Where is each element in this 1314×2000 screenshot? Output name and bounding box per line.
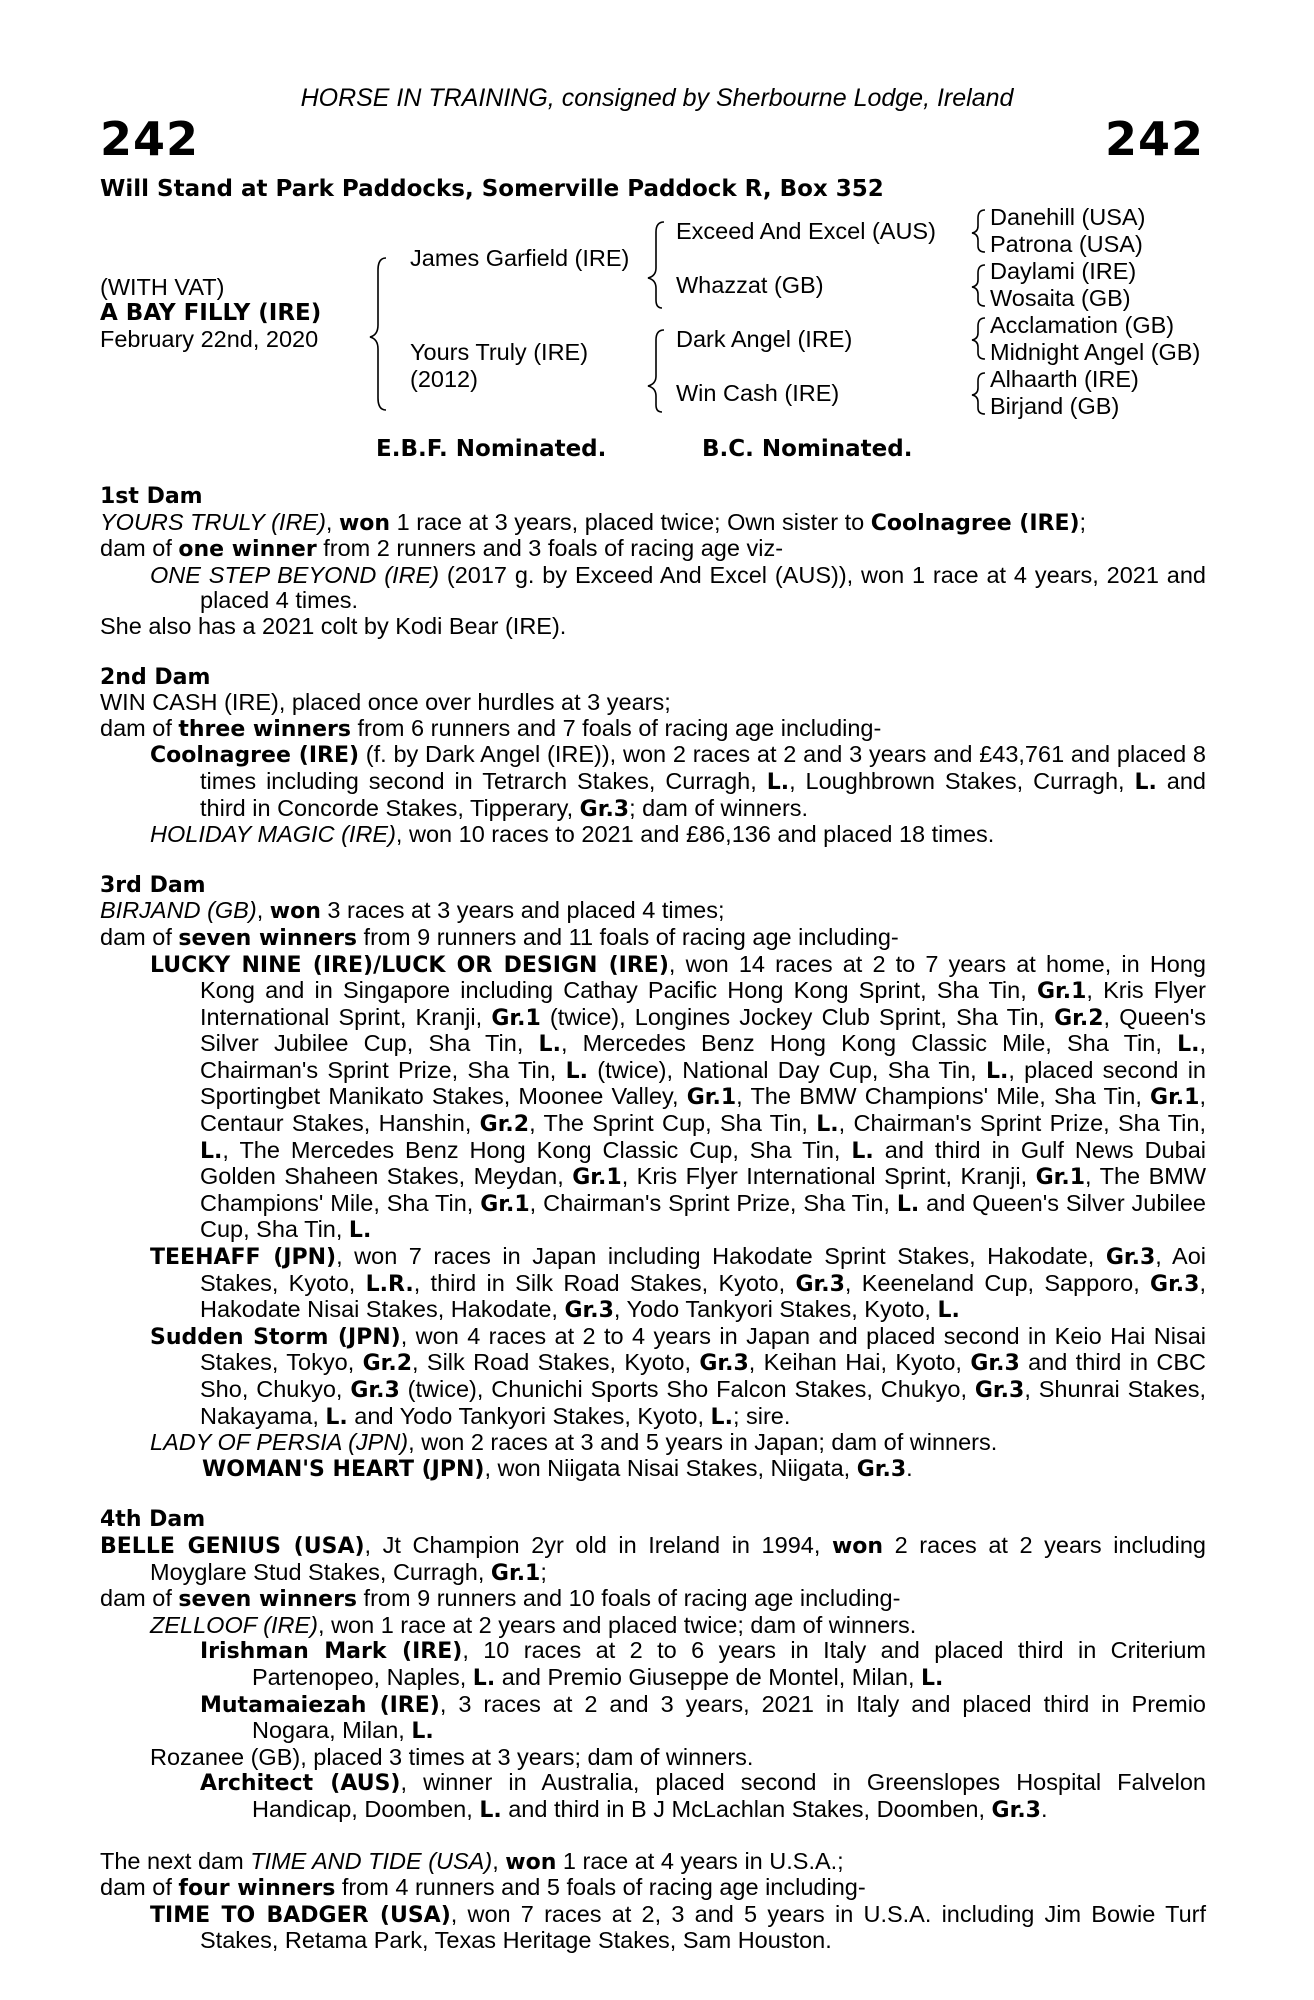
ddd-name: Birjand (GB)	[990, 393, 1120, 419]
fourth-dam-produce-line: dam of seven winners from 9 runners and 10 foals of racing age including-	[100, 1585, 901, 1613]
bc-nominated: B.C. Nominated.	[702, 436, 913, 462]
ebf-nominated: E.B.F. Nominated.	[376, 436, 607, 462]
lot-number-left: 242	[100, 112, 200, 166]
produce-coolnagree: Coolnagree (IRE) (f. by Dark Angel (IRE)), won 2 races at 2 and 3 years and £43,761 and placed 8 times including second in Tetrarch Stakes, Curragh, L., Loughbrown Stakes, Curragh, L. and third in Concorde Stakes, Tipperary, Gr.3; dam of winners.	[150, 741, 1206, 822]
produce-sudden-storm: Sudden Storm (JPN), won 4 races at 2 to 4 years in Japan and placed second in Keio Hai Nisai Stakes, Tokyo, Gr.2, Silk Road Stakes, Kyoto, Gr.3, Keihan Hai, Kyoto, Gr.3 and third in CBC Sho, Chukyo, Gr.3 (twice), Chunichi Sports Sho Falcon Stakes, Chukyo, Gr.3, Shunrai Stakes, Nakayama, L. and Yodo Tankyori Stakes, Kyoto, L.; sire.	[150, 1322, 1207, 1430]
sdd-name: Wosaita (GB)	[990, 285, 1131, 311]
produce-zelloof: ZELLOOF (IRE), won 1 race at 2 years and placed twice; dam of winners.	[150, 1611, 917, 1638]
third-dam-heading: 3rd Dam	[100, 872, 206, 898]
third-dam-produce-line: dam of seven winners from 9 runners and 11 foals of racing age including-	[100, 923, 899, 951]
produce-one-step-beyond: ONE STEP BEYOND (IRE) (2017 g. by Exceed And Excel (AUS)), won 1 race at 4 years, 2021 and placed 4 times.	[150, 561, 1206, 614]
dam-sire: Dark Angel (IRE)	[676, 326, 853, 352]
produce-architect: Architect (AUS), winner in Australia, placed second in Greenslopes Hospital Falvelon Handicap, Doomben, L. and third in B J McLachlan Stakes, Doomben, Gr.3.	[200, 1769, 1206, 1823]
produce-rozanee: Rozanee (GB), placed 3 times at 3 years; dam of winners.	[150, 1743, 754, 1770]
sire-dam: Whazzat (GB)	[676, 272, 824, 298]
dam-name: Yours Truly (IRE)	[410, 339, 589, 365]
lot-number-right: 242	[1104, 112, 1204, 166]
dds-name: Alhaarth (IRE)	[990, 366, 1139, 392]
produce-mutamaiezah: Mutamaiezah (IRE), 3 races at 2 and 3 years, 2021 in Italy and placed third in Premio Nogara, Milan, L.	[200, 1690, 1206, 1745]
produce-lucky-nine: LUCKY NINE (IRE)/LUCK OR DESIGN (IRE), won 14 races at 2 to 7 years at home, in Hong Kong and in Singapore including Cathay Pacific Hong Kong Sprint, Sha Tin, Gr.1, Kris Flyer International Sprint, Kranji, Gr.1 (twice), Longines Jockey Club Sprint, Sha Tin, Gr.2, Queen's Silver Jubilee Cup, Sha Tin, L., Mercedes Benz Hong Kong Classic Mile, Sha Tin, L., Chairman's Sprint Prize, Sha Tin, L. (twice), National Day Cup, Sha Tin, L., placed second in Sportingbet Manikato Stakes, Moonee Valley, Gr.1, The BMW Champions' Mile, Sha Tin, Gr.1, Centaur Stakes, Hanshin, Gr.2, The Sprint Cup, Sha Tin, L., Chairman's Sprint Prize, Sha Tin, L., The Mercedes Benz Hong Kong Classic Cup, Sha Tin, L. and third in Gulf News Dubai Golden Shaheen Stakes, Meydan, Gr.1, Kris Flyer International Sprint, Kranji, Gr.1, The BMW Champions' Mile, Sha Tin, Gr.1, Chairman's Sprint Prize, Sha Tin, L. and Queen's Silver Jubilee Cup, Sha Tin, L.	[150, 950, 1207, 1244]
sire-sire: Exceed And Excel (AUS)	[676, 218, 936, 244]
dam-dam: Win Cash (IRE)	[676, 380, 840, 406]
produce-2021-colt: She also has a 2021 colt by Kodi Bear (IRE).	[100, 612, 567, 639]
produce-lady-of-persia: LADY OF PERSIA (JPN), won 2 races at 3 and 5 years in Japan; dam of winners.	[150, 1429, 998, 1456]
first-dam-heading: 1st Dam	[100, 484, 203, 509]
first-dam-entry: YOURS TRULY (IRE), won 1 race at 3 years, placed twice; Own sister to Coolnagree (IRE);	[100, 508, 1087, 536]
next-dam-produce-line: dam of four winners from 4 runners and 5 foals of racing age including-	[100, 1874, 866, 1902]
produce-teehaff: TEEHAFF (JPN), won 7 races in Japan including Hakodate Sprint Stakes, Hakodate, Gr.3, Aoi Stakes, Kyoto, L.R., third in Silk Road Stakes, Kyoto, Gr.3, Keeneland Cup, Sapporo, Gr.3, Hakodate Nisai Stakes, Hakodate, Gr.3, Yodo Tankyori Stakes, Kyoto, L.	[150, 1243, 1206, 1324]
horse-name: A BAY FILLY (IRE)	[100, 300, 322, 326]
third-dam-entry: BIRJAND (GB), won 3 races at 3 years and placed 4 times;	[100, 897, 725, 925]
ssd-name: Patrona (USA)	[990, 231, 1143, 257]
next-dam-entry: The next dam TIME AND TIDE (USA), won 1 race at 4 years in U.S.A.;	[100, 1847, 844, 1875]
second-dam-heading: 2nd Dam	[100, 664, 211, 690]
sds-name: Daylami (IRE)	[990, 258, 1137, 284]
foaling-date: February 22nd, 2020	[100, 326, 319, 352]
produce-womans-heart: WOMAN'S HEART (JPN), won Niigata Nisai Stakes, Niigata, Gr.3.	[202, 1454, 913, 1482]
sss-name: Danehill (USA)	[990, 204, 1146, 230]
produce-time-to-badger: TIME TO BADGER (USA), won 7 races at 2, 3 and 5 years in U.S.A. including Jim Bowie Turf Stakes, Retama Park, Texas Heritage Stakes, Sam Houston.	[150, 1900, 1206, 1954]
fourth-dam-heading: 4th Dam	[100, 1507, 206, 1533]
dam-year: (2012)	[410, 366, 478, 392]
produce-holiday-magic: HOLIDAY MAGIC (IRE), won 10 races to 2021 and £86,136 and placed 18 times.	[150, 821, 995, 848]
consignment-note: HORSE IN TRAINING, consigned by Sherbourne Lodge, Ireland	[300, 84, 1014, 112]
dsd-name: Midnight Angel (GB)	[990, 339, 1201, 365]
second-dam-entry: WIN CASH (IRE), placed once over hurdles at 3 years;	[100, 689, 671, 716]
dss-name: Acclamation (GB)	[990, 312, 1175, 338]
second-dam-produce-line: dam of three winners from 6 runners and 7 foals of racing age including-	[100, 714, 882, 742]
stand-location: Will Stand at Park Paddocks, Somerville Paddock R, Box 352	[100, 176, 884, 202]
first-dam-produce-line: dam of one winner from 2 runners and 3 foals of racing age viz-	[100, 535, 784, 563]
sire-name: James Garfield (IRE)	[410, 245, 630, 271]
catalogue-notes	[100, 484, 1206, 1954]
fourth-dam-entry: BELLE GENIUS (USA), Jt Champion 2yr old in Ireland in 1994, won 2 races at 2 years including Moyglare Stud Stakes, Curragh, Gr.1;	[100, 1531, 1206, 1586]
produce-irishman-mark: Irishman Mark (IRE), 10 races at 2 to 6 years in Italy and placed third in Criterium Partenopeo, Naples, L. and Premio Giuseppe de Montel, Milan, L.	[200, 1637, 1206, 1691]
vat-note: (WITH VAT)	[100, 274, 225, 300]
